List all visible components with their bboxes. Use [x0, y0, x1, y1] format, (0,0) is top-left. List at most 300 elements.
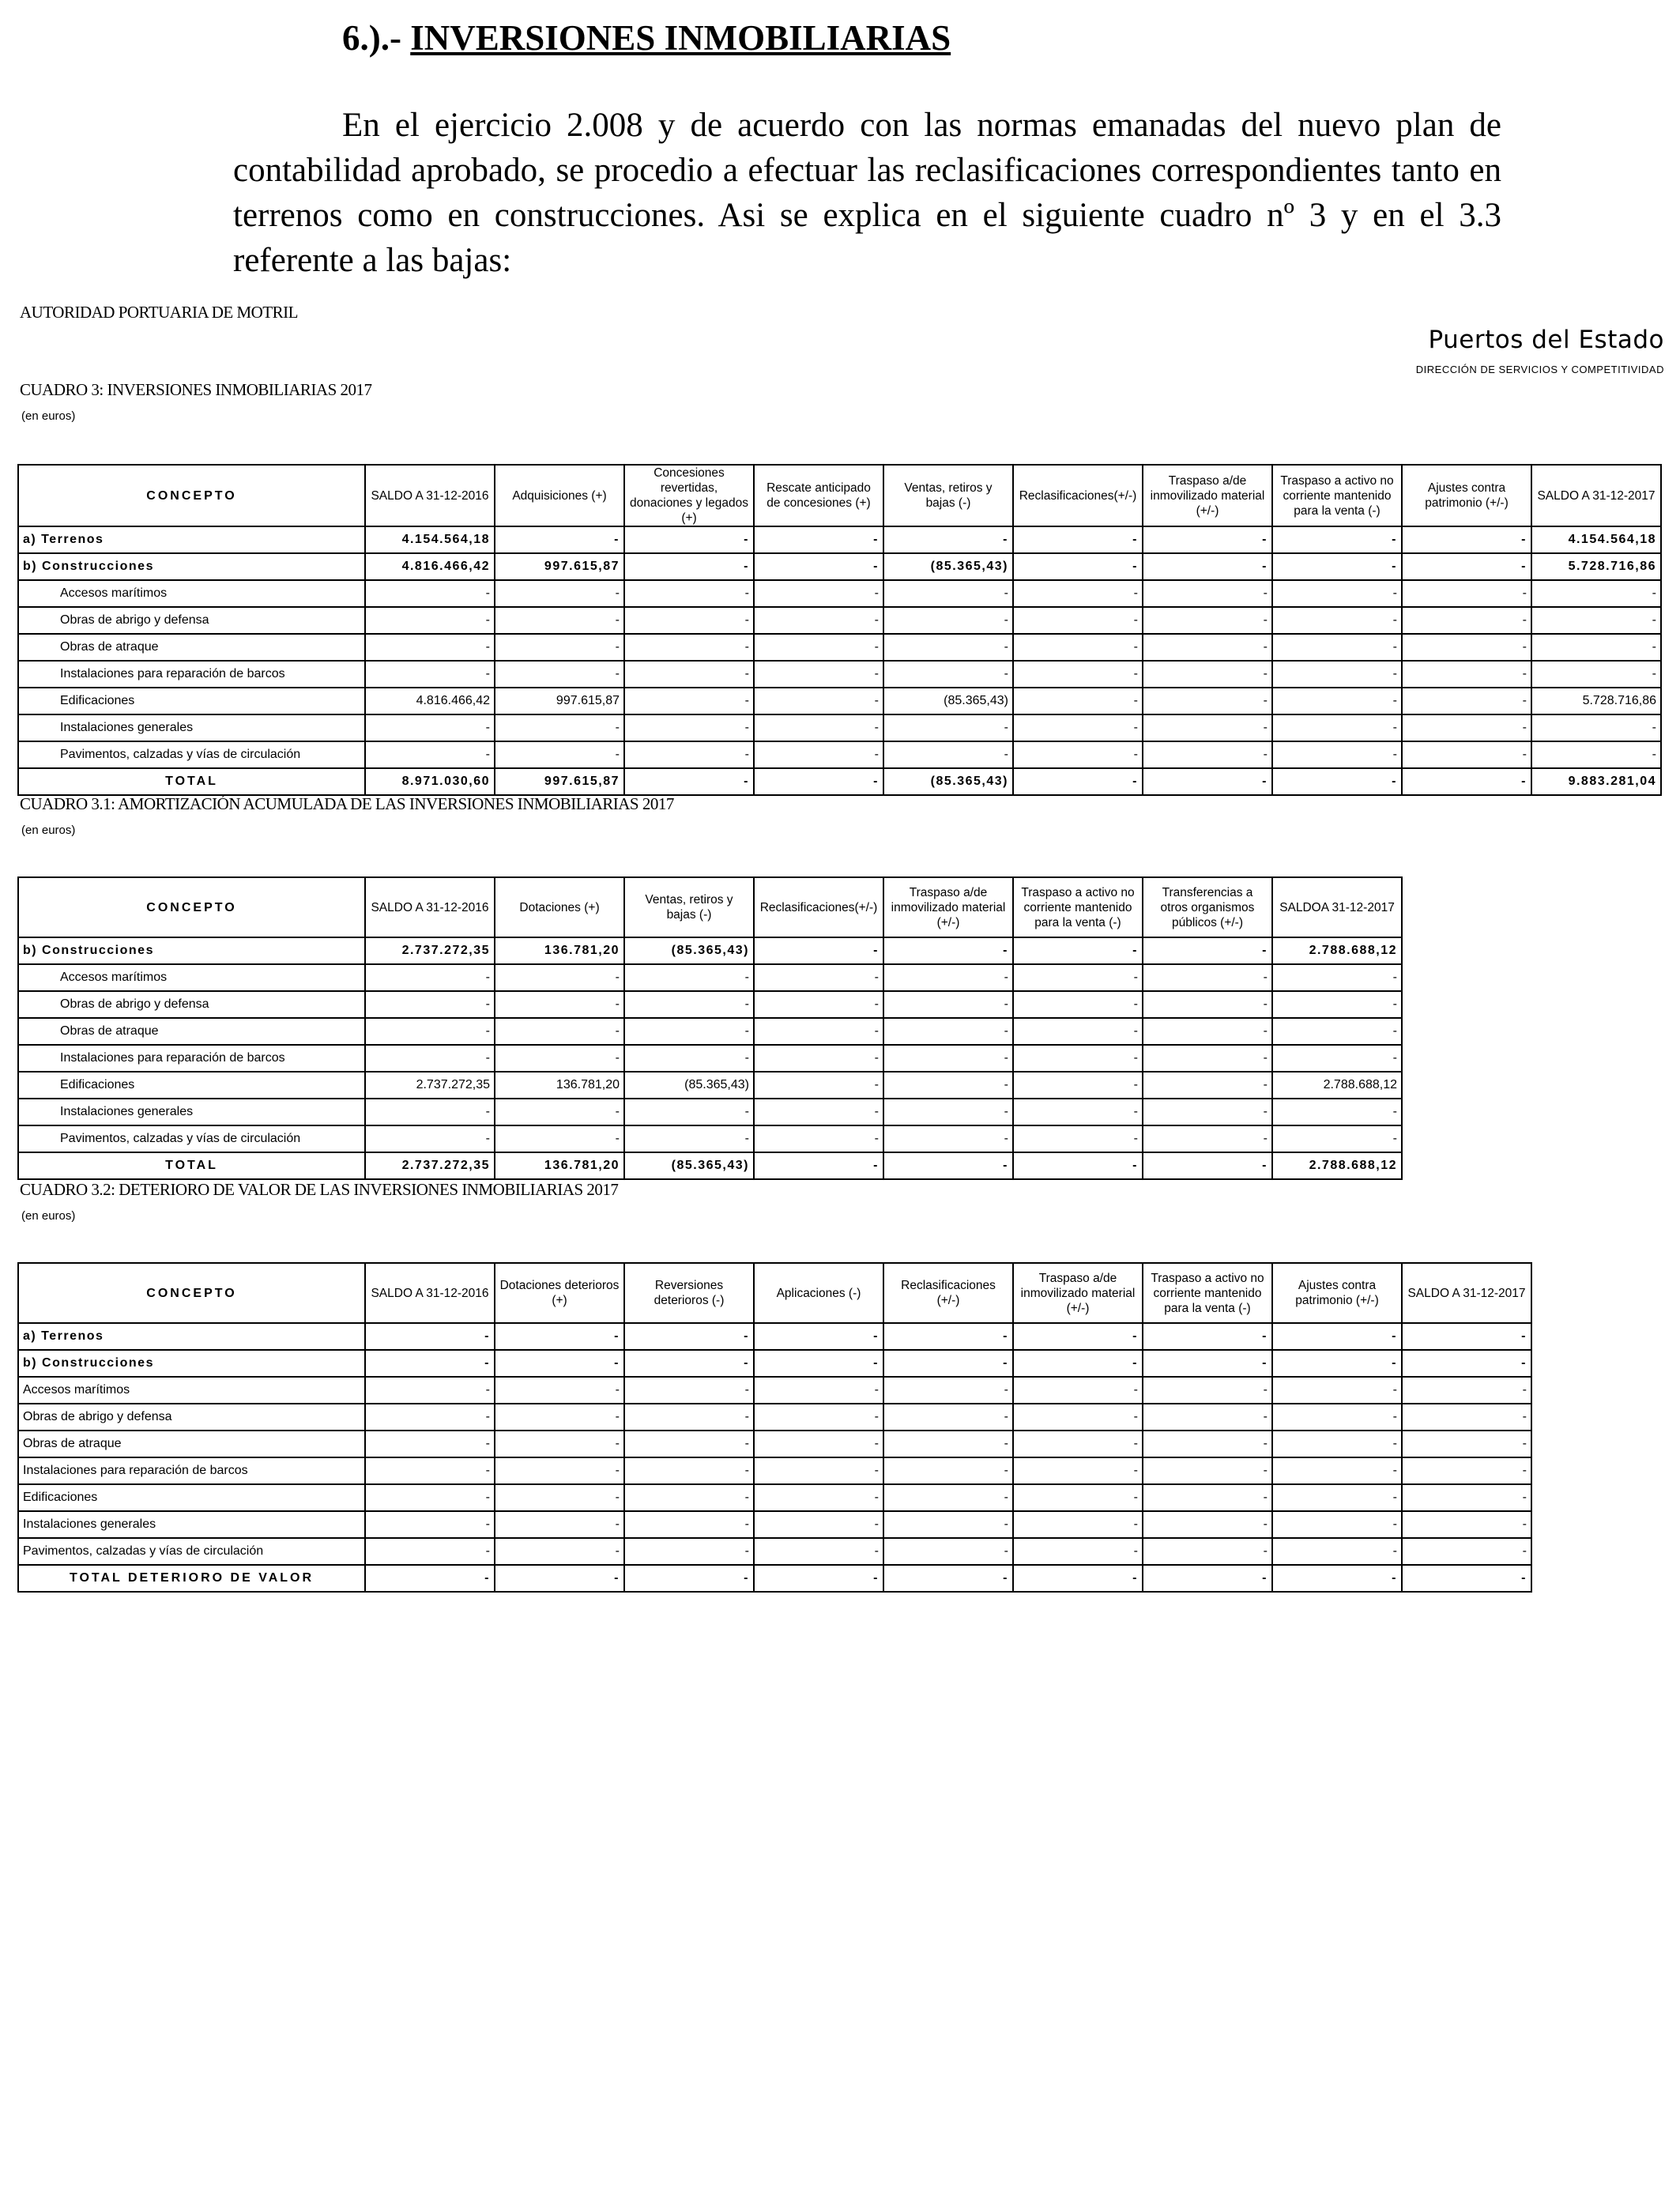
- row-label: Instalaciones para reparación de barcos: [18, 1457, 365, 1484]
- table-cell: -: [1402, 688, 1531, 714]
- table-amortization: [17, 876, 1403, 1180]
- table-cell: -: [754, 964, 883, 991]
- table-row: [18, 991, 1402, 1018]
- table-cell: -: [1143, 526, 1272, 553]
- table-cell: -: [754, 1565, 883, 1592]
- column-header: CONCEPTO: [18, 877, 365, 937]
- table-cell: 2.737.272,35: [365, 937, 495, 964]
- table-row: [18, 1538, 1531, 1565]
- table-cell: -: [495, 1538, 624, 1565]
- table-cell: -: [1013, 688, 1143, 714]
- table-row: [18, 688, 1661, 714]
- table-cell: -: [883, 634, 1013, 661]
- column-header: Traspaso a activo no corriente mantenido para la venta (-): [1013, 877, 1143, 937]
- table-cell: 2.737.272,35: [365, 1072, 495, 1099]
- table-3-caption: CUADRO 3.2: DETERIORO DE VALOR DE LAS INVERSIONES INMOBILIARIAS 2017: [20, 1180, 619, 1199]
- table-cell: -: [365, 580, 495, 607]
- brand-subtitle: DIRECCIÓN DE SERVICIOS Y COMPETITIVIDAD: [1415, 364, 1664, 375]
- table-cell: -: [624, 1511, 754, 1538]
- table-cell: -: [1402, 580, 1531, 607]
- table-cell: -: [1013, 580, 1143, 607]
- table-cell: -: [754, 741, 883, 768]
- table-cell: -: [883, 1431, 1013, 1457]
- row-label: Accesos marítimos: [18, 580, 365, 607]
- table-header-row: [18, 1263, 1531, 1323]
- table-cell: -: [754, 1538, 883, 1565]
- table-cell: -: [754, 1404, 883, 1431]
- table-cell: -: [365, 634, 495, 661]
- row-label: Obras de atraque: [18, 634, 365, 661]
- table-cell: -: [1143, 1125, 1272, 1152]
- table-cell: -: [1143, 1018, 1272, 1045]
- row-label: Edificaciones: [18, 1484, 365, 1511]
- table-cell: -: [365, 1125, 495, 1152]
- table-cell: -: [1013, 714, 1143, 741]
- table-cell: -: [365, 1511, 495, 1538]
- table-cell: -: [883, 741, 1013, 768]
- table-cell: -: [1143, 1404, 1272, 1431]
- table-cell: -: [1013, 1152, 1143, 1179]
- table-cell: -: [1402, 1484, 1531, 1511]
- table-cell: -: [495, 1377, 624, 1404]
- table-cell: -: [495, 964, 624, 991]
- column-header: CONCEPTO: [18, 1263, 365, 1323]
- table-cell: -: [754, 1323, 883, 1350]
- table-cell: -: [754, 688, 883, 714]
- table-cell: -: [1402, 1431, 1531, 1457]
- table-cell: -: [1402, 1457, 1531, 1484]
- table-cell: -: [624, 1484, 754, 1511]
- table-cell: -: [495, 526, 624, 553]
- table-row: [18, 1511, 1531, 1538]
- table-cell: -: [1143, 1431, 1272, 1457]
- table-cell: -: [365, 991, 495, 1018]
- table-cell: -: [883, 1538, 1013, 1565]
- table-cell: -: [1402, 1323, 1531, 1350]
- table-cell: -: [1272, 1099, 1402, 1125]
- table-cell: -: [1013, 1018, 1143, 1045]
- table-cell: 5.728.716,86: [1531, 688, 1661, 714]
- table-cell: -: [365, 714, 495, 741]
- table-cell: -: [624, 1565, 754, 1592]
- table-cell: -: [495, 1018, 624, 1045]
- intro-paragraph: En el ejercicio 2.008 y de acuerdo con las normas emanadas del nuevo plan de contabilidad aprobado, se procedio a efectuar las reclasificaciones correspondientes tanto en terrenos como en construcciones. Asi se explica en el siguiente cuadro nº 3 y en el 3.3 referente a las bajas:: [233, 107, 1501, 279]
- table-cell: 2.788.688,12: [1272, 937, 1402, 964]
- table-cell: -: [754, 991, 883, 1018]
- table-cell: -: [1402, 741, 1531, 768]
- table-cell: -: [754, 714, 883, 741]
- table-cell: -: [624, 768, 754, 795]
- table-cell: 9.883.281,04: [1531, 768, 1661, 795]
- table-cell: -: [883, 580, 1013, 607]
- table-cell: -: [1013, 1457, 1143, 1484]
- column-header: SALDOA 31-12-2017: [1272, 877, 1402, 937]
- table-cell: -: [883, 661, 1013, 688]
- table-row: [18, 1404, 1531, 1431]
- table-cell: -: [1272, 1323, 1402, 1350]
- table-cell: -: [1272, 1538, 1402, 1565]
- table-1-caption: CUADRO 3: INVERSIONES INMOBILIARIAS 2017: [20, 380, 372, 399]
- row-label: a) Terrenos: [18, 526, 365, 553]
- table-impairment: [17, 1262, 1532, 1593]
- table-cell: -: [1013, 768, 1143, 795]
- table-cell: -: [883, 1457, 1013, 1484]
- column-header: Traspaso a/de inmovilizado material (+/-): [883, 877, 1013, 937]
- table-cell: -: [365, 1377, 495, 1404]
- table-cell: -: [495, 1350, 624, 1377]
- table-cell: -: [883, 1377, 1013, 1404]
- row-label: Obras de atraque: [18, 1431, 365, 1457]
- table-cell: -: [624, 1350, 754, 1377]
- table-row: [18, 1431, 1531, 1457]
- table-cell: -: [883, 1072, 1013, 1099]
- table-cell: -: [1402, 1350, 1531, 1377]
- table-cell: -: [1143, 1045, 1272, 1072]
- row-label: Edificaciones: [18, 688, 365, 714]
- table-cell: -: [495, 1484, 624, 1511]
- table-cell: -: [624, 741, 754, 768]
- column-header: Transferencias a otros organismos públicos (+/-): [1143, 877, 1272, 937]
- table-header-row: [18, 877, 1402, 937]
- table-cell: -: [883, 607, 1013, 634]
- table-cell: -: [1013, 1125, 1143, 1152]
- table-cell: 5.728.716,86: [1531, 553, 1661, 580]
- table-cell: -: [365, 1099, 495, 1125]
- column-header: Ventas, retiros y bajas (-): [883, 465, 1013, 526]
- table-cell: -: [1272, 768, 1402, 795]
- table-cell: -: [1272, 1377, 1402, 1404]
- table-cell: -: [1272, 1484, 1402, 1511]
- table-cell: -: [1143, 1099, 1272, 1125]
- table-cell: -: [754, 1484, 883, 1511]
- table-cell: -: [495, 661, 624, 688]
- table-cell: -: [1402, 1538, 1531, 1565]
- table-cell: -: [1013, 1484, 1143, 1511]
- table-cell: -: [365, 1484, 495, 1511]
- row-label: Pavimentos, calzadas y vías de circulación: [18, 1125, 365, 1152]
- table-cell: -: [1272, 1018, 1402, 1045]
- table-cell: -: [624, 553, 754, 580]
- table-cell: -: [624, 1538, 754, 1565]
- table-row: [18, 937, 1402, 964]
- table-cell: -: [1143, 607, 1272, 634]
- table-cell: -: [1272, 634, 1402, 661]
- table-row: [18, 1457, 1531, 1484]
- table-cell: -: [1402, 607, 1531, 634]
- table-row: [18, 553, 1661, 580]
- row-label: Edificaciones: [18, 1072, 365, 1099]
- table-cell: -: [1402, 1404, 1531, 1431]
- table-cell: -: [1143, 661, 1272, 688]
- table-header-row: [18, 465, 1661, 526]
- table-cell: -: [754, 526, 883, 553]
- column-header: Rescate anticipado de concesiones (+): [754, 465, 883, 526]
- table-cell: -: [1143, 1484, 1272, 1511]
- table-cell: -: [365, 964, 495, 991]
- table-cell: (85.365,43): [883, 688, 1013, 714]
- table-cell: -: [1013, 1350, 1143, 1377]
- table-cell: (85.365,43): [624, 1072, 754, 1099]
- table-cell: -: [754, 768, 883, 795]
- table-cell: -: [1143, 1538, 1272, 1565]
- table-cell: -: [624, 634, 754, 661]
- table-cell: -: [754, 1072, 883, 1099]
- row-label: Accesos marítimos: [18, 964, 365, 991]
- table-cell: 997.615,87: [495, 553, 624, 580]
- table-cell: -: [1143, 1377, 1272, 1404]
- table-cell: -: [1143, 991, 1272, 1018]
- table-cell: -: [1402, 1511, 1531, 1538]
- row-label: Instalaciones generales: [18, 1099, 365, 1125]
- column-header: SALDO A 31-12-2017: [1531, 465, 1661, 526]
- table-cell: -: [1402, 1377, 1531, 1404]
- table-cell: -: [1272, 526, 1402, 553]
- table-cell: -: [1013, 526, 1143, 553]
- table-cell: (85.365,43): [883, 553, 1013, 580]
- row-label: Instalaciones para reparación de barcos: [18, 661, 365, 688]
- table-cell: -: [1272, 714, 1402, 741]
- table-cell: -: [624, 1457, 754, 1484]
- table-cell: -: [624, 1323, 754, 1350]
- table-cell: -: [1272, 607, 1402, 634]
- table-cell: -: [624, 1377, 754, 1404]
- table-cell: -: [1143, 741, 1272, 768]
- table-cell: -: [1272, 1431, 1402, 1457]
- table-cell: -: [883, 714, 1013, 741]
- table-cell: -: [1013, 741, 1143, 768]
- row-label: b) Construcciones: [18, 1350, 365, 1377]
- table-cell: -: [1402, 634, 1531, 661]
- table-cell: -: [495, 1457, 624, 1484]
- table-cell: -: [1013, 1072, 1143, 1099]
- table-cell: -: [1402, 714, 1531, 741]
- table-cell: -: [1143, 964, 1272, 991]
- table-cell: -: [1143, 1565, 1272, 1592]
- table-cell: -: [1402, 768, 1531, 795]
- table-cell: -: [1402, 526, 1531, 553]
- column-header: SALDO A 31-12-2017: [1402, 1263, 1531, 1323]
- column-header: Adquisiciones (+): [495, 465, 624, 526]
- table-cell: -: [883, 1323, 1013, 1350]
- row-label: Instalaciones generales: [18, 714, 365, 741]
- table-cell: -: [883, 964, 1013, 991]
- table-cell: -: [754, 937, 883, 964]
- table-cell: -: [883, 526, 1013, 553]
- table-cell: -: [1272, 1404, 1402, 1431]
- table-cell: -: [365, 1538, 495, 1565]
- table-row: [18, 607, 1661, 634]
- table-cell: -: [624, 991, 754, 1018]
- row-label: Obras de abrigo y defensa: [18, 991, 365, 1018]
- table-cell: 8.971.030,60: [365, 768, 495, 795]
- table-cell: -: [754, 1018, 883, 1045]
- column-header: Reversiones deterioros (-): [624, 1263, 754, 1323]
- table-cell: -: [1272, 661, 1402, 688]
- table-cell: -: [883, 1018, 1013, 1045]
- table-cell: -: [754, 553, 883, 580]
- table-cell: -: [1143, 1511, 1272, 1538]
- table-cell: -: [1272, 1045, 1402, 1072]
- table-cell: -: [495, 634, 624, 661]
- table-cell: -: [883, 1099, 1013, 1125]
- table-cell: -: [1531, 580, 1661, 607]
- row-label: Accesos marítimos: [18, 1377, 365, 1404]
- row-label: b) Construcciones: [18, 553, 365, 580]
- table-cell: -: [495, 1565, 624, 1592]
- column-header: Ajustes contra patrimonio (+/-): [1272, 1263, 1402, 1323]
- table-cell: -: [365, 1323, 495, 1350]
- table-cell: (85.365,43): [624, 937, 754, 964]
- table-cell: -: [883, 1152, 1013, 1179]
- table-cell: 997.615,87: [495, 688, 624, 714]
- table-cell: -: [1531, 607, 1661, 634]
- table-cell: -: [1531, 661, 1661, 688]
- total-row: [18, 1565, 1531, 1592]
- table-cell: -: [1013, 1565, 1143, 1592]
- table-cell: -: [624, 1018, 754, 1045]
- table-row: [18, 1377, 1531, 1404]
- table-cell: -: [1013, 661, 1143, 688]
- table-row: [18, 1099, 1402, 1125]
- row-label: b) Construcciones: [18, 937, 365, 964]
- table-cell: -: [1272, 688, 1402, 714]
- table-cell: -: [883, 1511, 1013, 1538]
- table-2-units: (en euros): [21, 824, 76, 837]
- table-cell: -: [495, 741, 624, 768]
- column-header: CONCEPTO: [18, 465, 365, 526]
- table-cell: -: [1402, 661, 1531, 688]
- table-cell: -: [1013, 553, 1143, 580]
- table-cell: -: [754, 661, 883, 688]
- table-cell: -: [1013, 1511, 1143, 1538]
- table-cell: -: [365, 1431, 495, 1457]
- table-cell: -: [495, 1323, 624, 1350]
- table-row: [18, 1323, 1531, 1350]
- table-cell: -: [1013, 937, 1143, 964]
- table-cell: -: [1143, 1457, 1272, 1484]
- table-cell: -: [1531, 634, 1661, 661]
- table-cell: -: [365, 1350, 495, 1377]
- total-row: [18, 1152, 1402, 1179]
- table-cell: -: [754, 1125, 883, 1152]
- table-cell: -: [883, 1045, 1013, 1072]
- table-row: [18, 964, 1402, 991]
- table-cell: -: [1272, 991, 1402, 1018]
- table-2-caption: CUADRO 3.1: AMORTIZACIÓN ACUMULADA DE LAS INVERSIONES INMOBILIARIAS 2017: [20, 794, 674, 813]
- table-cell: -: [624, 1045, 754, 1072]
- table-cell: -: [365, 607, 495, 634]
- table-row: [18, 634, 1661, 661]
- table-cell: -: [1143, 580, 1272, 607]
- table-cell: -: [495, 1099, 624, 1125]
- table-cell: -: [1402, 1565, 1531, 1592]
- table-1-units: (en euros): [21, 409, 76, 423]
- table-cell: -: [1531, 741, 1661, 768]
- table-cell: -: [1013, 1099, 1143, 1125]
- table-cell: -: [365, 1045, 495, 1072]
- table-cell: -: [1143, 1152, 1272, 1179]
- table-row: [18, 1484, 1531, 1511]
- table-cell: -: [1272, 1511, 1402, 1538]
- table-3-units: (en euros): [21, 1209, 76, 1223]
- table-cell: -: [883, 1484, 1013, 1511]
- table-cell: -: [624, 714, 754, 741]
- row-label: TOTAL: [18, 1152, 365, 1179]
- table-cell: -: [1013, 1323, 1143, 1350]
- row-label: Obras de atraque: [18, 1018, 365, 1045]
- table-cell: -: [1013, 1431, 1143, 1457]
- table-cell: -: [495, 1431, 624, 1457]
- table-row: [18, 526, 1661, 553]
- table-cell: 4.154.564,18: [365, 526, 495, 553]
- column-header: Traspaso a activo no corriente mantenido para la venta (-): [1272, 465, 1402, 526]
- table-cell: -: [754, 580, 883, 607]
- table-cell: -: [624, 1099, 754, 1125]
- table-cell: -: [1272, 964, 1402, 991]
- table-cell: -: [1272, 1457, 1402, 1484]
- table-cell: -: [1143, 1350, 1272, 1377]
- table-cell: -: [624, 688, 754, 714]
- column-header: Traspaso a activo no corriente mantenido para la venta (-): [1143, 1263, 1272, 1323]
- table-cell: (85.365,43): [883, 768, 1013, 795]
- table-cell: -: [495, 1511, 624, 1538]
- row-label: TOTAL: [18, 768, 365, 795]
- table-cell: -: [624, 661, 754, 688]
- table-cell: -: [365, 1018, 495, 1045]
- row-label: TOTAL DETERIORO DE VALOR: [18, 1565, 365, 1592]
- table-cell: -: [754, 1099, 883, 1125]
- row-label: Obras de abrigo y defensa: [18, 1404, 365, 1431]
- row-label: Pavimentos, calzadas y vías de circulación: [18, 1538, 365, 1565]
- table-cell: -: [1531, 714, 1661, 741]
- column-header: Aplicaciones (-): [754, 1263, 883, 1323]
- table-cell: 136.781,20: [495, 937, 624, 964]
- section-title-text: INVERSIONES INMOBILIARIAS: [410, 18, 951, 58]
- table-row: [18, 661, 1661, 688]
- column-header: Reclasificaciones(+/-): [1013, 465, 1143, 526]
- table-cell: -: [754, 1377, 883, 1404]
- table-investments: [17, 464, 1662, 796]
- table-cell: -: [1143, 553, 1272, 580]
- table-cell: -: [883, 1404, 1013, 1431]
- table-cell: -: [495, 991, 624, 1018]
- table-cell: 2.737.272,35: [365, 1152, 495, 1179]
- table-cell: -: [754, 1457, 883, 1484]
- table-row: [18, 1018, 1402, 1045]
- table-cell: -: [495, 1045, 624, 1072]
- table-cell: -: [1143, 937, 1272, 964]
- table-cell: -: [754, 634, 883, 661]
- table-cell: -: [495, 607, 624, 634]
- table-cell: -: [365, 1565, 495, 1592]
- table-cell: -: [1272, 1565, 1402, 1592]
- table-row: [18, 741, 1661, 768]
- column-header: SALDO A 31-12-2016: [365, 465, 495, 526]
- table-cell: -: [365, 1457, 495, 1484]
- table-row: [18, 1045, 1402, 1072]
- table-cell: -: [1013, 1404, 1143, 1431]
- brand-logo-text: Puertos del Estado: [1428, 326, 1664, 354]
- table-cell: -: [1272, 1125, 1402, 1152]
- table-cell: -: [754, 1152, 883, 1179]
- table-cell: -: [754, 1511, 883, 1538]
- table-cell: -: [1402, 553, 1531, 580]
- column-header: Traspaso a/de inmovilizado material (+/-): [1013, 1263, 1143, 1323]
- table-cell: 4.154.564,18: [1531, 526, 1661, 553]
- table-cell: -: [1013, 1045, 1143, 1072]
- table-cell: -: [1272, 580, 1402, 607]
- row-label: Instalaciones generales: [18, 1511, 365, 1538]
